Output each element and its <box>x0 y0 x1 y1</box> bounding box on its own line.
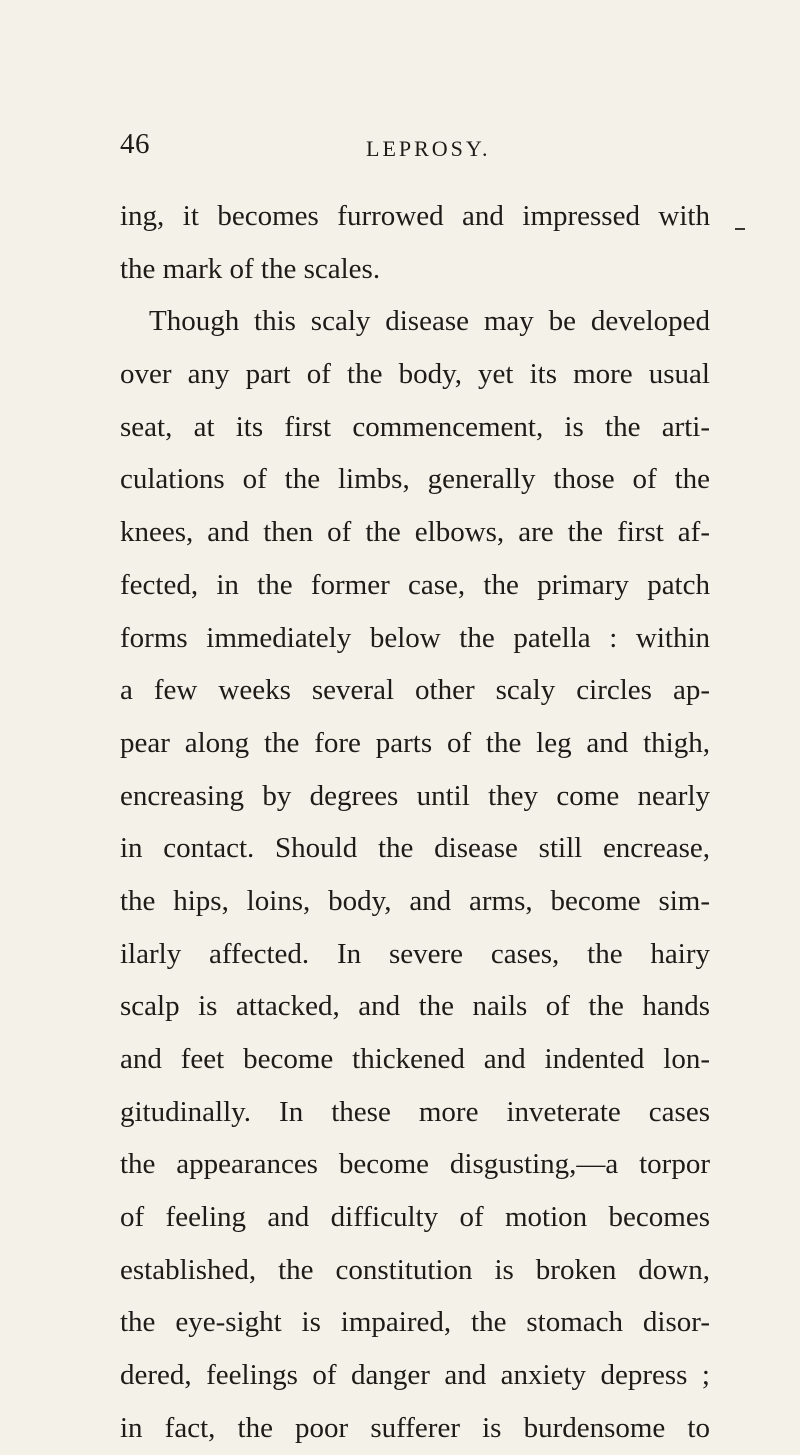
text-line: and feet become thickened and indented lon- <box>120 1043 710 1075</box>
text-line: of feeling and difficulty of motion becomes <box>120 1201 710 1234</box>
text-line: scalp is attacked, and the nails of the hands <box>120 990 710 1023</box>
text-line: over any part of the body, yet its more usual <box>120 358 710 391</box>
text-line: the mark of the scales. <box>120 252 381 285</box>
running-head <box>120 128 710 168</box>
page-number: 46 <box>120 128 150 160</box>
text-line: ilarly affected. In severe cases, the hairy <box>120 937 710 970</box>
text-line: established, the constitution is broken down, <box>120 1253 710 1286</box>
text-line: the hips, loins, body, and arms, become sim- <box>120 884 710 917</box>
text-line: dered, feelings of danger and anxiety depress ; <box>120 1359 710 1392</box>
text-line: gitudinally. In these more inveterate cases <box>120 1095 710 1128</box>
text-line: seat, at its first commencement, is the arti- <box>120 410 710 443</box>
text-line: forms immediately below the patella : within <box>120 621 710 654</box>
text-line: fected, in the former case, the primary patch <box>120 568 710 601</box>
text-line: encreasing by degrees until they come nearly <box>120 779 710 812</box>
text-line: ing, it becomes furrowed and impressed with <box>120 200 710 232</box>
margin-mark <box>735 228 745 230</box>
text-line: the eye-sight is impaired, the stomach disor- <box>120 1306 710 1339</box>
text-line: Though this scaly disease may be developed <box>149 305 710 338</box>
text-line: in contact. Should the disease still encrease, <box>120 832 710 865</box>
text-line: a few weeks several other scaly circles ap- <box>120 674 710 707</box>
body-text <box>120 190 710 1455</box>
text-line: knees, and then of the elbows, are the first af- <box>120 516 710 549</box>
text-line: culations of the limbs, generally those of the <box>120 463 710 496</box>
running-title: LEPROSY. <box>366 136 491 161</box>
text-line: in fact, the poor sufferer is burdensome to <box>120 1411 710 1444</box>
text-line: the appearances become disgusting,—a torpor <box>120 1148 710 1181</box>
text-line: pear along the fore parts of the leg and thigh, <box>120 726 710 759</box>
